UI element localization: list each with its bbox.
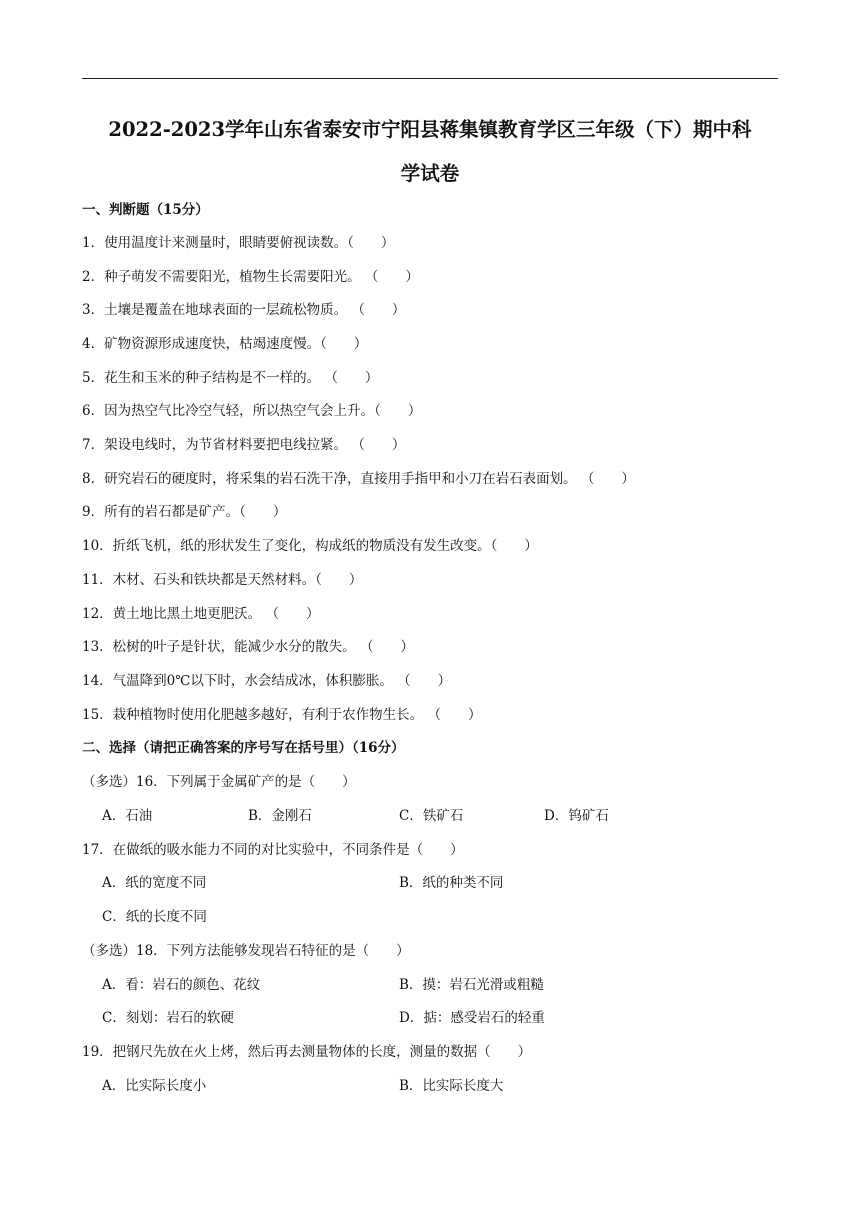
question-11: 11．木材、石头和铁块都是天然材料。（ ） [82,572,363,588]
question-16-stem: （多选）16．下列属于金属矿产的是（ ） [82,774,356,790]
question-16-option-c: C．铁矿石 [399,808,464,824]
exam-title-line-1: 2022-2023学年山东省泰安市宁阳县蒋集镇教育学区三年级（下）期中科 [108,118,752,141]
question-16-option-b: B．金刚石 [248,808,312,824]
section-2-heading: 二、选择（请把正确答案的序号写在括号里）（16分） [82,740,405,756]
question-17-option-a: A．纸的宽度不同 [102,875,207,891]
question-14: 14．气温降到0℃以下时，水会结成冰，体积膨胀。 （ ） [82,673,452,689]
question-12: 12．黄土地比黑土地更肥沃。 （ ） [82,606,320,622]
question-19-option-a: A．比实际长度小 [102,1078,207,1094]
exam-title-line-2: 学试卷 [400,162,460,185]
question-17-stem: 17．在做纸的吸水能力不同的对比实验中，不同条件是（ ） [82,842,464,858]
question-3: 3．土壤是覆盖在地球表面的一层疏松物质。 （ ） [82,302,406,318]
question-19-stem: 19．把钢尺先放在火上烤，然后再去测量物体的长度，测量的数据（ ） [82,1044,532,1060]
exam-title [60,108,800,196]
question-18-option-a: A．看：岩石的颜色、花纹 [102,977,261,993]
question-19-option-b: B．比实际长度大 [399,1078,504,1094]
question-1: 1．使用温度计来测量时，眼睛要俯视读数。（ ） [82,235,395,251]
question-17-option-b: B．纸的种类不同 [399,875,504,891]
question-8: 8．研究岩石的硬度时，将采集的岩石洗干净，直接用手指甲和小刀在岩石表面划。 （ ） [82,471,635,487]
question-18-stem: （多选）18．下列方法能够发现岩石特征的是（ ） [82,943,410,959]
question-15: 15．栽种植物时使用化肥越多越好，有利于农作物生长。 （ ） [82,707,482,723]
question-6: 6．因为热空气比冷空气轻，所以热空气会上升。（ ） [82,403,422,419]
question-10: 10．折纸飞机，纸的形状发生了变化，构成纸的物质没有发生改变。（ ） [82,538,538,554]
question-2: 2．种子萌发不需要阳光，植物生长需要阳光。 （ ） [82,269,419,285]
question-16-option-d: D．钨矿石 [544,808,609,824]
section-1-heading: 一、判断题（15分） [82,202,209,218]
question-18-option-b: B．摸：岩石光滑或粗糙 [399,977,544,993]
question-5: 5．花生和玉米的种子结构是不一样的。 （ ） [82,370,379,386]
question-16-option-a: A．石油 [102,808,153,824]
question-18-option-d: D．掂：感受岩石的轻重 [399,1010,545,1026]
question-17-option-c: C．纸的长度不同 [102,909,207,925]
header-rule [82,78,778,79]
question-4: 4．矿物资源形成速度快，枯竭速度慢。（ ） [82,336,368,352]
question-9: 9．所有的岩石都是矿产。（ ） [82,504,287,520]
question-7: 7．架设电线时，为节省材料要把电线拉紧。 （ ） [82,437,406,453]
question-18-option-c: C．刻划：岩石的软硬 [102,1010,234,1026]
question-13: 13．松树的叶子是针状，能减少水分的散失。 （ ） [82,639,414,655]
